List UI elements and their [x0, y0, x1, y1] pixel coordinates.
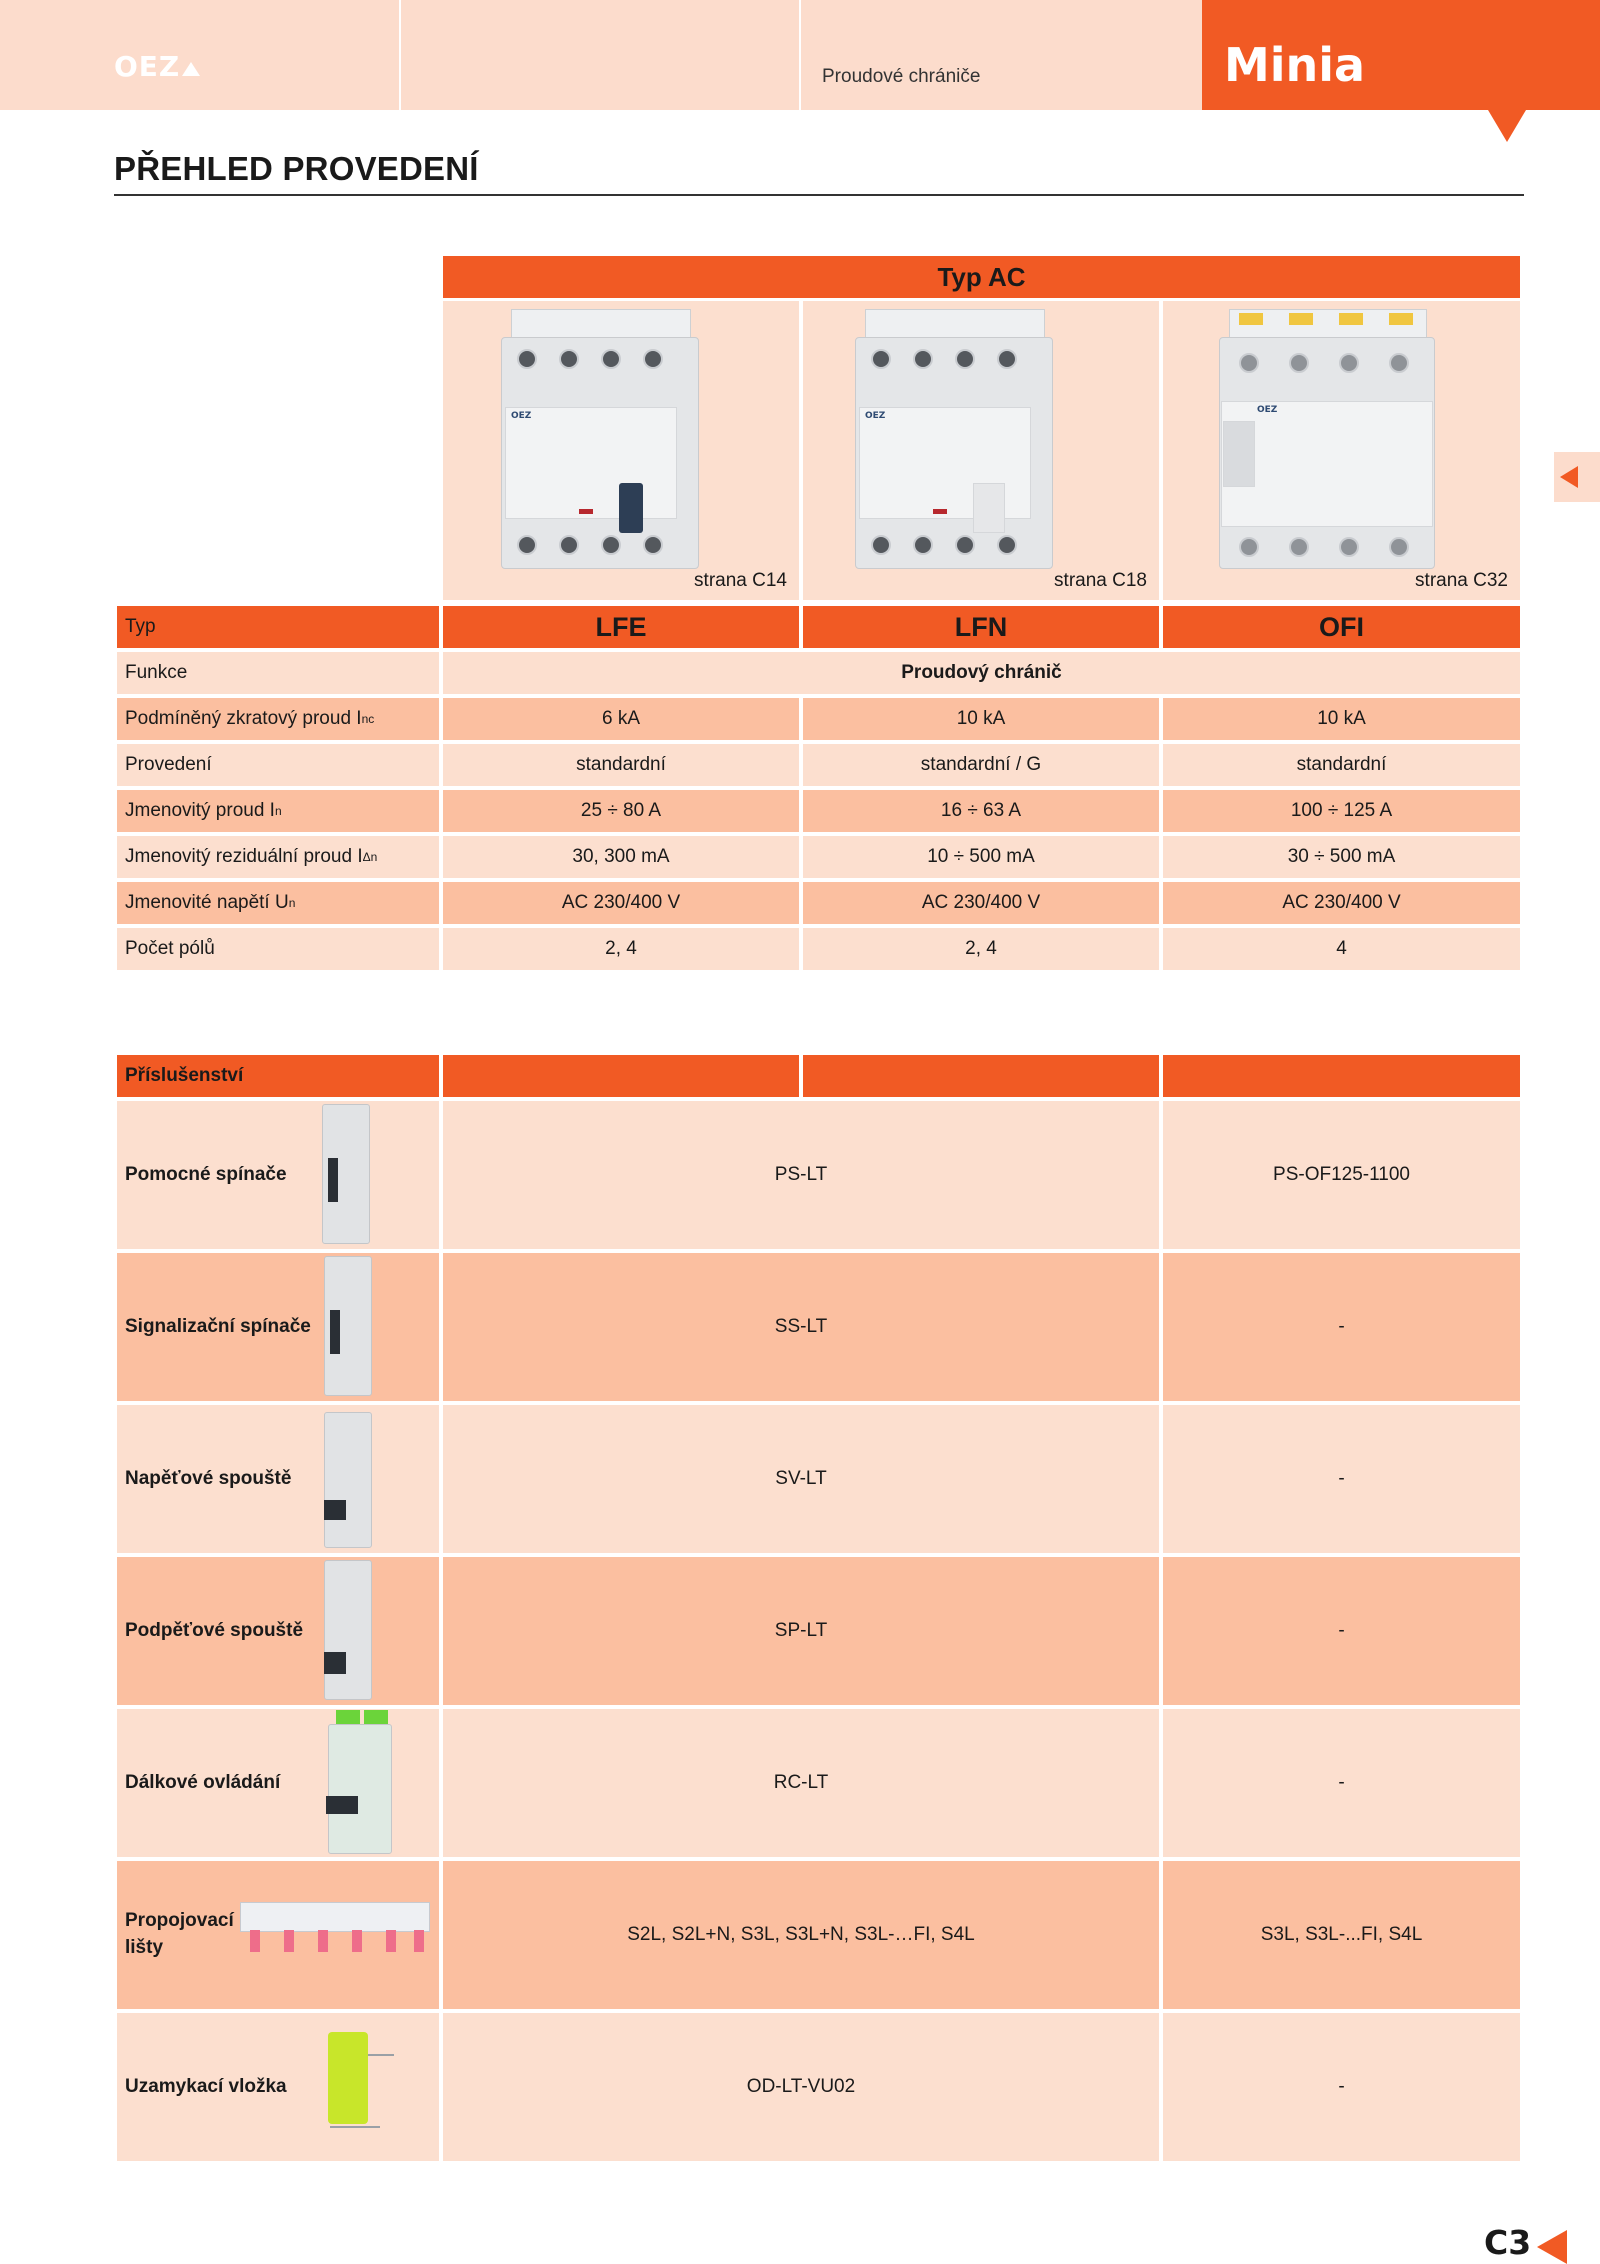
spec-value: 16 ÷ 63 A	[803, 790, 1159, 832]
undervoltage-release-icon	[306, 1560, 386, 1702]
section-name: Proudové chrániče	[822, 66, 981, 87]
accessory-value: OD-LT-VU02	[443, 2013, 1159, 2161]
product-image-cell	[443, 301, 799, 600]
accessory-value: SS-LT	[443, 1253, 1159, 1401]
spec-value: standardní	[443, 744, 799, 786]
accessories-header-empty	[443, 1055, 799, 1097]
accessory-value: SV-LT	[443, 1405, 1159, 1553]
accessories-header-empty	[1163, 1055, 1520, 1097]
page-title: PŘEHLED PROVEDENÍ	[114, 150, 479, 187]
accessory-label: Uzamykací vložka	[117, 2013, 439, 2161]
spec-value: standardní	[1163, 744, 1520, 786]
spec-value: 10 kA	[1163, 698, 1520, 740]
accessory-label: Podpěťové spouště	[117, 1557, 439, 1705]
product-image-cell	[803, 301, 1159, 600]
product-name: OFI	[1163, 606, 1520, 648]
product-image-cell	[1163, 301, 1520, 600]
spec-value: 10 ÷ 500 mA	[803, 836, 1159, 878]
brand-arrow-icon	[1488, 110, 1526, 142]
accessory-label: Dálkové ovládání	[117, 1709, 439, 1857]
lfn-device-image: OEZ	[855, 309, 1065, 569]
accessory-value: S3L, S3L-...FI, S4L	[1163, 1861, 1520, 2009]
oez-logo: OEZ	[114, 50, 200, 83]
header-divider	[399, 0, 401, 110]
spec-value: 25 ÷ 80 A	[443, 790, 799, 832]
busbar-icon	[236, 1898, 436, 1968]
spec-label: Podmíněný zkratový proud I nc	[117, 698, 439, 740]
auxiliary-switch-icon	[306, 1104, 386, 1246]
accessory-value: -	[1163, 1557, 1520, 1705]
accessories-header: Příslušenství	[117, 1055, 439, 1097]
remote-control-icon	[306, 1710, 402, 1856]
accessory-value: S2L, S2L+N, S3L, S3L+N, S3L-…FI, S4L	[443, 1861, 1159, 2009]
accessory-label: Napěťové spouště	[117, 1405, 439, 1553]
accessory-label: Propojovací lišty	[117, 1861, 439, 2009]
spec-value: 2, 4	[443, 928, 799, 970]
header-divider	[799, 0, 801, 110]
logo-triangle-icon	[182, 62, 200, 76]
spec-label: Jmenovité napětí U n	[117, 882, 439, 924]
page-ref: strana C32	[1415, 570, 1508, 591]
spec-value: AC 230/400 V	[803, 882, 1159, 924]
ofi-device-image: OEZ	[1219, 309, 1449, 569]
page-ref: strana C14	[694, 570, 787, 591]
spec-value: 10 kA	[803, 698, 1159, 740]
page-arrow-icon	[1537, 2230, 1567, 2264]
product-name: LFE	[443, 606, 799, 648]
spec-value: standardní / G	[803, 744, 1159, 786]
accessory-label: Pomocné spínače	[117, 1101, 439, 1249]
spec-label: Provedení	[117, 744, 439, 786]
title-divider	[114, 194, 1524, 196]
accessory-value: -	[1163, 2013, 1520, 2161]
product-name: LFN	[803, 606, 1159, 648]
spec-label: Počet pólů	[117, 928, 439, 970]
lfe-device-image: OEZ	[501, 309, 711, 569]
accessories-header-empty	[803, 1055, 1159, 1097]
spec-merged-value: Proudový chránič	[443, 652, 1520, 694]
spec-label: Jmenovitý reziduální proud I Δn	[117, 836, 439, 878]
spec-label: Funkce	[117, 652, 439, 694]
accessory-value: PS-LT	[443, 1101, 1159, 1249]
spec-value: AC 230/400 V	[443, 882, 799, 924]
spec-value: 2, 4	[803, 928, 1159, 970]
spec-value: 4	[1163, 928, 1520, 970]
page-ref: strana C18	[1054, 570, 1147, 591]
spec-value: 6 kA	[443, 698, 799, 740]
accessory-value: SP-LT	[443, 1557, 1159, 1705]
brand-title: Minia	[1224, 38, 1366, 92]
spec-value: 100 ÷ 125 A	[1163, 790, 1520, 832]
lock-insert-icon	[318, 2026, 398, 2150]
type-group-header: Typ AC	[443, 256, 1520, 298]
page-header	[0, 0, 1600, 110]
shunt-release-icon	[306, 1408, 386, 1550]
accessory-value: PS-OF125-1100	[1163, 1101, 1520, 1249]
page-number: C3	[1484, 2223, 1532, 2262]
accessory-value: -	[1163, 1253, 1520, 1401]
arrow-left-icon	[1560, 466, 1578, 488]
spec-value: 30, 300 mA	[443, 836, 799, 878]
accessory-value: RC-LT	[443, 1709, 1159, 1857]
accessory-value: -	[1163, 1405, 1520, 1553]
spec-value: AC 230/400 V	[1163, 882, 1520, 924]
signal-switch-icon	[306, 1256, 386, 1398]
type-label: Typ	[117, 606, 439, 648]
brand-box	[1202, 0, 1600, 110]
spec-label: Jmenovitý proud I n	[117, 790, 439, 832]
spec-value: 30 ÷ 500 mA	[1163, 836, 1520, 878]
accessory-value: -	[1163, 1709, 1520, 1857]
accessory-label: Signalizační spínače	[117, 1253, 439, 1401]
